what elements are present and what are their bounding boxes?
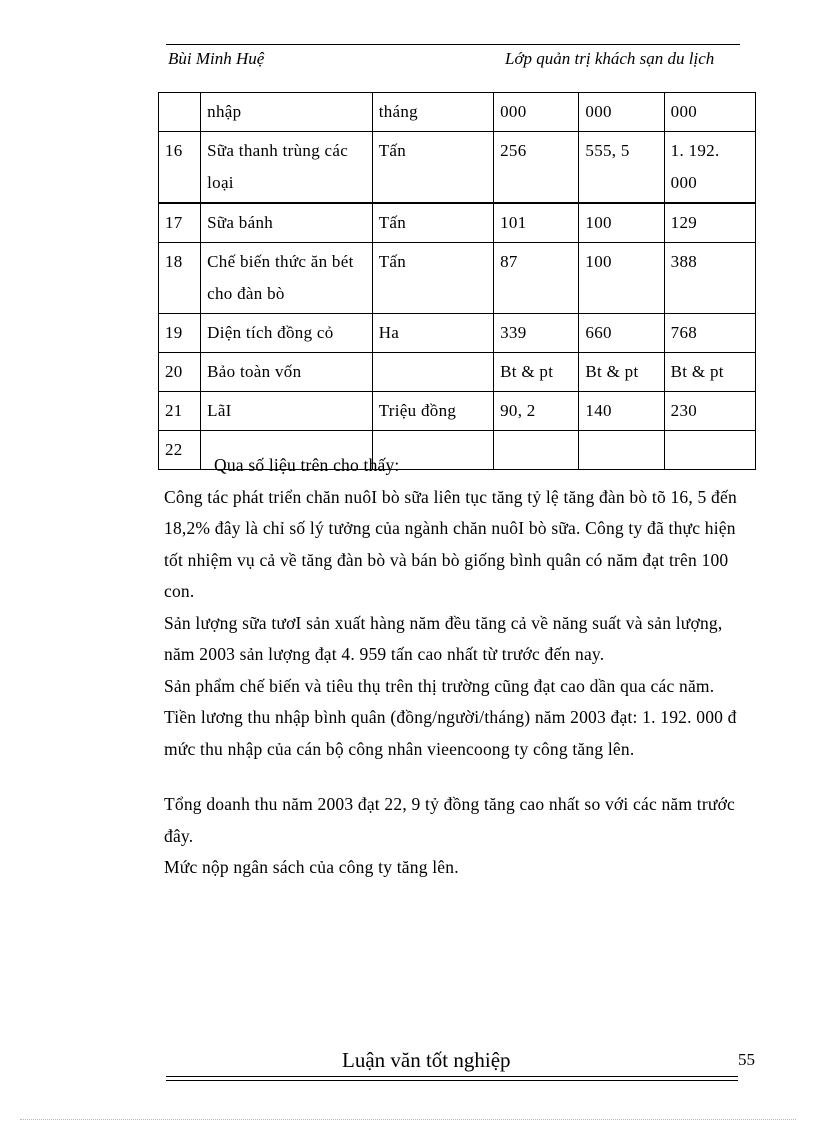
table-cell: 768 xyxy=(664,314,755,353)
table-cell: Sữa thanh trùng các loại xyxy=(201,132,373,204)
table-cell: 129 xyxy=(664,203,755,243)
table-cell: nhập xyxy=(201,93,373,132)
table-cell: 21 xyxy=(159,392,201,431)
table-cell: Triệu đồng xyxy=(372,392,493,431)
table-cell: 16 xyxy=(159,132,201,204)
paragraph: Tổng doanh thu năm 2003 đạt 22, 9 tỷ đồng tăng cao nhất so với các năm trước đây. xyxy=(164,794,735,846)
table-cell: Bt & pt xyxy=(494,353,579,392)
table-row xyxy=(159,132,756,204)
table-row xyxy=(159,314,756,353)
table-cell: tháng xyxy=(372,93,493,132)
paragraph: Công tác phát triển chăn nuôI bò sữa liên tục tăng tỷ lệ tăng đàn bò tõ 16, 5 đến 18,2% đây là chỉ số lý tưởng của ngành chăn nuôI bò sữa. Công ty đã thực hiện tốt nhiệm vụ cả về tăng đàn bò và bán bò giống bình quân có năm đạt trên 100 con. xyxy=(164,486,737,601)
paragraph: Tiền lương thu nhập bình quân (đồng/người/tháng) năm 2003 đạt: 1. 192. 000 đ mức thu nhập của cán bộ công nhân vieencoong ty công tăng lên. xyxy=(164,707,737,759)
table-cell: LãI xyxy=(201,392,373,431)
paragraph: Sản phẩm chế biến và tiêu thụ trên thị trường cũng đạt cao dần qua các năm. xyxy=(164,675,715,696)
table-row xyxy=(159,203,756,243)
table-row xyxy=(159,392,756,431)
table-cell: 87 xyxy=(494,243,579,314)
table-cell: 555, 5 xyxy=(579,132,664,204)
body-text xyxy=(164,450,744,884)
table-cell: 000 xyxy=(494,93,579,132)
table-cell: 256 xyxy=(494,132,579,204)
table-cell: Bt & pt xyxy=(579,353,664,392)
table-cell: 101 xyxy=(494,203,579,243)
table-cell: 660 xyxy=(579,314,664,353)
table-cell: 22 xyxy=(159,431,201,470)
table-cell: Bảo toàn vốn xyxy=(201,353,373,392)
footer-rule xyxy=(166,1076,738,1077)
header-rule xyxy=(166,44,740,45)
table-cell: 388 xyxy=(664,243,755,314)
table-cell xyxy=(159,93,201,132)
table-cell: 140 xyxy=(579,392,664,431)
table-row xyxy=(159,243,756,314)
table-cell: Tấn xyxy=(372,203,493,243)
table-cell: 17 xyxy=(159,203,201,243)
table-cell: 19 xyxy=(159,314,201,353)
table-cell: 100 xyxy=(579,243,664,314)
footer-rule xyxy=(166,1080,738,1081)
header-class: Lớp quản trị khách sạn du lịch xyxy=(505,49,715,68)
table-cell xyxy=(372,353,493,392)
table-cell: 000 xyxy=(664,93,755,132)
table-cell: Diện tích đồng cỏ xyxy=(201,314,373,353)
table-row xyxy=(159,353,756,392)
footer-title: Luận văn tốt nghiệp xyxy=(342,1048,511,1072)
table-cell: 100 xyxy=(579,203,664,243)
paragraph: Mức nộp ngân sách của công ty tăng lên. xyxy=(164,857,459,877)
table-cell: 230 xyxy=(664,392,755,431)
page-number: 55 xyxy=(738,1050,755,1069)
paragraph: Sản lượng sữa tươI sản xuất hàng năm đều tăng cả về năng suất và sản lượng, năm 2003 sản lượng đạt 4. 959 tấn cao nhất từ trước đến nay. xyxy=(164,612,723,664)
table-cell: 339 xyxy=(494,314,579,353)
table-cell: 20 xyxy=(159,353,201,392)
table-cell: Tấn xyxy=(372,132,493,204)
page-edge-dotted-line xyxy=(20,1119,796,1120)
table-cell: 1. 192. 000 xyxy=(664,132,755,204)
header-author: Bùi Minh Huệ xyxy=(168,49,265,68)
table-cell: Tấn xyxy=(372,243,493,314)
table-cell: Ha xyxy=(372,314,493,353)
table-cell: 18 xyxy=(159,243,201,314)
table-row xyxy=(159,93,756,132)
data-table xyxy=(158,92,756,470)
table-cell: Bt & pt xyxy=(664,353,755,392)
table-cell: Sữa bánh xyxy=(201,203,373,243)
table-cell: 90, 2 xyxy=(494,392,579,431)
table-cell: Chế biến thức ăn bét cho đàn bò xyxy=(201,243,373,314)
table-cell: 000 xyxy=(579,93,664,132)
paragraph: Qua số liệu trên cho thấy: xyxy=(214,455,400,475)
